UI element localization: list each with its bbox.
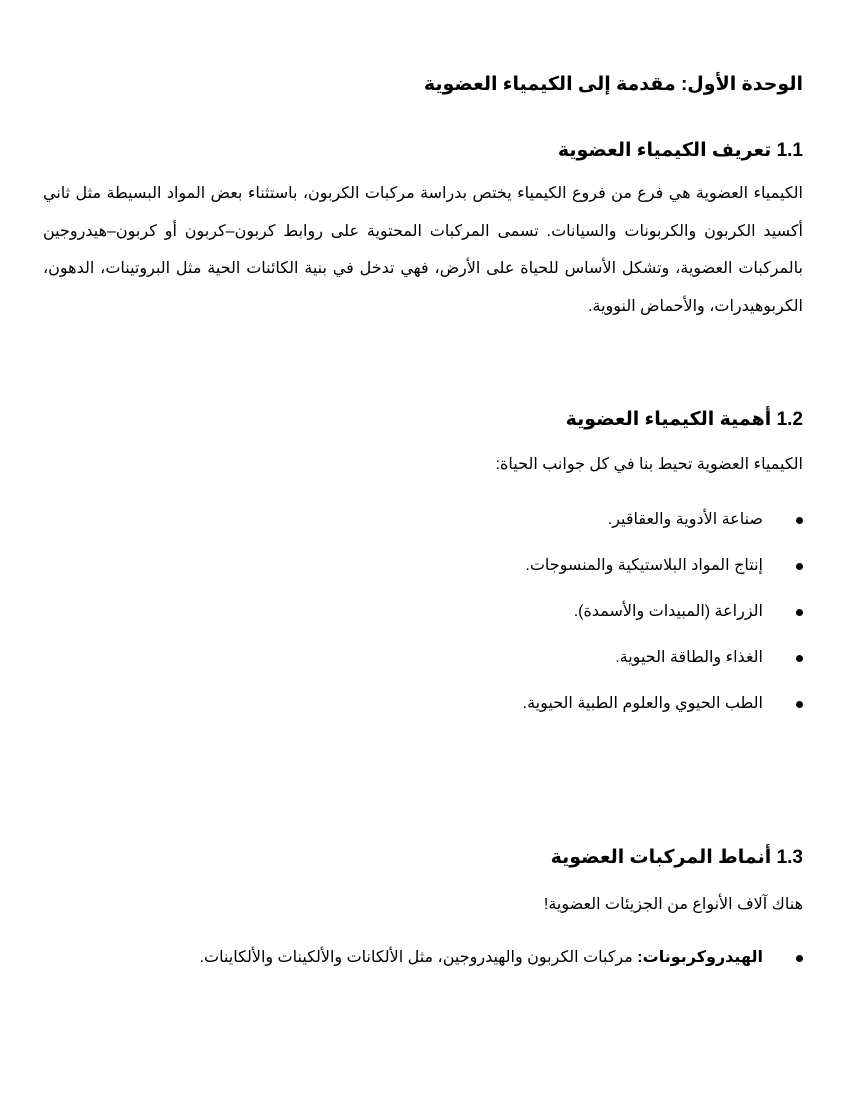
- types-intro: هناك آلاف الأنواع من الجزيئات العضوية!: [543, 896, 803, 913]
- importance-intro: الكيمياء العضوية تحيط بنا في كل جوانب الحياة:: [495, 456, 803, 473]
- list-item-term: الهيدروكربونات:: [637, 949, 763, 966]
- bullet-icon: [796, 563, 803, 570]
- section-heading-types: 1.3 أنماط المركبات العضوية: [550, 847, 803, 868]
- list-item: [43, 943, 803, 989]
- types-list: [43, 943, 803, 989]
- list-item-text: الغذاء والطاقة الحيوية.: [615, 649, 763, 666]
- importance-list: [43, 505, 803, 735]
- list-item: [43, 551, 803, 597]
- definition-paragraph: الكيمياء العضوية هي فرع من فروع الكيمياء يختص بدراسة مركبات الكربون، باستثناء بعض المواد البسيطة مثل ثاني أكسيد الكربون والكربونات والسيانات. تسمى المركبات المحتوية على روابط كربون–كربون أو كربون–هيدروجين بالمركبات العضوية، وتشكل الأساس للحياة على الأرض، فهي تدخل في بنية الكائنات الحية مثل البروتينات، الدهون، الكربوهيدرات، والأحماض النووية.: [43, 185, 803, 315]
- list-item-text: إنتاج المواد البلاستيكية والمنسوجات.: [525, 557, 763, 574]
- bullet-icon: [796, 701, 803, 708]
- list-item: [43, 643, 803, 689]
- list-item-text: الزراعة (المبيدات والأسمدة).: [573, 603, 763, 620]
- list-item-text: مركبات الكربون والهيدروجين، مثل الألكانات والألكينات والألكاينات.: [199, 949, 638, 966]
- section-heading-importance: 1.2 أهمية الكيمياء العضوية: [565, 409, 803, 430]
- unit-title: الوحدة الأول: مقدمة إلى الكيمياء العضوية: [423, 74, 803, 95]
- bullet-icon: [796, 655, 803, 662]
- list-item: [43, 689, 803, 735]
- list-item: [43, 505, 803, 551]
- list-item-text: الطب الحيوي والعلوم الطبية الحيوية.: [522, 695, 763, 712]
- bullet-icon: [796, 517, 803, 524]
- list-item-text: صناعة الأدوية والعقاقير.: [607, 511, 763, 528]
- bullet-icon: [796, 609, 803, 616]
- bullet-icon: [796, 955, 803, 962]
- list-item: [43, 597, 803, 643]
- section-heading-definition: 1.1 تعريف الكيمياء العضوية: [557, 140, 803, 161]
